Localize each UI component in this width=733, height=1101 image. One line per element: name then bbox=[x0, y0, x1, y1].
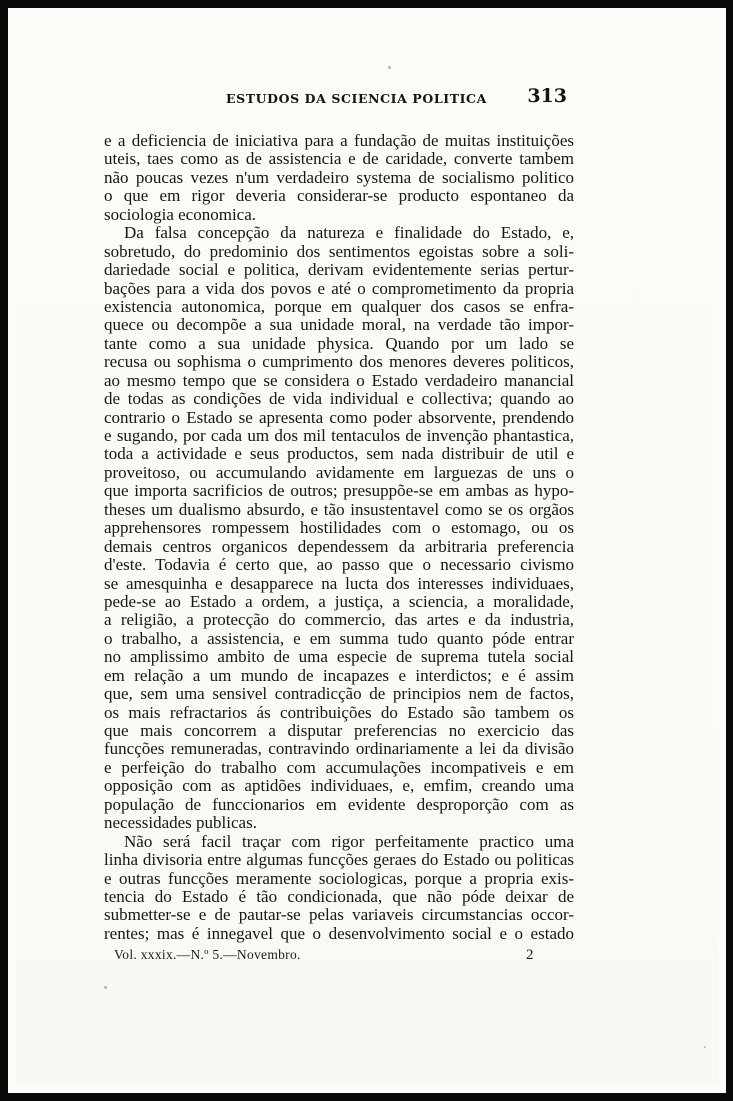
text-line: no amplissimo ambito de uma especie de suprema tutela social bbox=[104, 647, 574, 667]
running-title: ESTUDOS DA SCIENCIA POLITICA bbox=[226, 91, 487, 106]
text-line: os mais refractarios ás contribuições do Estado são tambem os bbox=[104, 702, 574, 722]
page-number: 313 bbox=[527, 85, 567, 107]
text-line: que, sem uma sensivel contradicção de principios nem de factos, bbox=[104, 684, 574, 704]
text-line: de todas as condições de vida individual e collectiva; quando ao bbox=[104, 389, 574, 409]
text-line: população de funccionarios em evidente desproporção com as bbox=[104, 794, 574, 814]
text-line: e sugando, por cada um dos mil tentaculos de invenção phantastica, bbox=[104, 426, 574, 445]
signature-number: 2 bbox=[526, 947, 534, 963]
text-line: a religião, a protecção do commercio, das artes e da industria, bbox=[104, 610, 574, 630]
text-line: recusa ou sophisma o cumprimento dos menores deveres politicos, bbox=[104, 352, 574, 372]
text-line: funcções remuneradas, contravindo ordinariamente a lei da divisão bbox=[104, 739, 574, 759]
text-line: toda a actividade e seus productos, sem nada distribuir de util e bbox=[104, 444, 574, 464]
paper-speck bbox=[388, 66, 391, 69]
text-line: em relação a um mundo de incapazes e interdictos; e é assim bbox=[104, 665, 574, 685]
text-line: opposição com as aptidões individuaes, e, emfim, creando uma bbox=[104, 776, 574, 796]
text-line: d'este. Todavia é certo que, ao passo que o necessario civismo bbox=[104, 555, 574, 575]
text-line: linha divisoria entre algumas funcções geraes do Estado ou politicas bbox=[104, 850, 574, 870]
text-line: quece ou decompõe a sua unidade moral, na verdade tão impor- bbox=[104, 315, 574, 335]
text-line: necessidades publicas. bbox=[104, 813, 257, 833]
text-line: e outras funcções meramente sociologicas, porque a propria exis- bbox=[104, 868, 574, 888]
text-line: apprehensores rompessem hostilidades com o estomago, ou os bbox=[104, 518, 574, 538]
text-line: Da falsa concepção da natureza e finalidade do Estado, e, bbox=[124, 223, 574, 243]
paper-speck bbox=[104, 986, 107, 989]
text-line: theses um dualismo absurdo, e tão insustentavel como se os orgãos bbox=[104, 499, 574, 519]
text-line: existencia autonomica, porque em qualquer dos casos se enfra- bbox=[104, 296, 574, 316]
text-line: ao mesmo tempo que se considera o Estado verdadeiro manancial bbox=[104, 370, 574, 390]
text-line: proveitoso, ou accumulando avidamente em larguezas de uns o bbox=[104, 462, 574, 482]
text-line: dariedade social e politica, derivam evidentemente serias pertur- bbox=[104, 260, 574, 280]
text-line: uteis, taes como as de assistencia e de caridade, converte tambem bbox=[104, 149, 574, 169]
text-line: e perfeição do trabalho com accumulações incompativeis e em bbox=[104, 757, 574, 777]
text-line: sociologia economica. bbox=[104, 204, 257, 224]
text-line: se amesquinha e desapparece na lucta dos interesses individuaes, bbox=[104, 573, 574, 593]
page-footer bbox=[114, 947, 554, 967]
paper-speck bbox=[704, 1046, 706, 1048]
page-header bbox=[104, 85, 574, 115]
text-line: bações para a vida dos povos e até o comprometimento da propria bbox=[104, 278, 574, 298]
text-line: rentes; mas é innegavel que o desenvolvimento social e o estado bbox=[104, 923, 574, 943]
text-line: contrario o Estado se apresenta como poder absorvente, prendendo bbox=[104, 407, 574, 427]
text-line: submetter-se e de pautar-se pelas variaveis circumstancias occor- bbox=[104, 905, 574, 925]
text-line: não poucas vezes n'um verdadeiro systema de socialismo politico bbox=[104, 167, 574, 187]
text-line: e a deficiencia de iniciativa para a fundação de muitas instituições bbox=[104, 131, 574, 150]
text-line: sobretudo, do predominio dos sentimentos egoistas sobre a soli- bbox=[104, 241, 574, 261]
text-line: demais centros organicos dependessem da arbitraria preferencia bbox=[104, 536, 574, 556]
printer-signature: Vol. xxxix.—N.º 5.—Novembro. bbox=[114, 947, 301, 962]
text-line: tencia do Estado é tão condicionada, que não póde deixar de bbox=[104, 886, 574, 906]
text-line: que importa sacrificios de outros; presuppõe-se em ambas as hypo- bbox=[104, 481, 574, 501]
text-line: Não será facil traçar com rigor perfeitamente practico uma bbox=[124, 831, 574, 851]
text-line: tante como a sua unidade physica. Quando por um lado se bbox=[104, 333, 574, 353]
text-line: que mais concorrem a disputar preferencias no exercicio das bbox=[104, 721, 574, 740]
text-line: o trabalho, a assistencia, e em summa tudo quanto póde entrar bbox=[104, 628, 574, 648]
body-text bbox=[104, 132, 574, 943]
text-line: pede-se ao Estado a ordem, a justiça, a sciencia, a moralidade, bbox=[104, 591, 574, 611]
text-line: o que em rigor deveria considerar-se producto espontaneo da bbox=[104, 186, 574, 206]
